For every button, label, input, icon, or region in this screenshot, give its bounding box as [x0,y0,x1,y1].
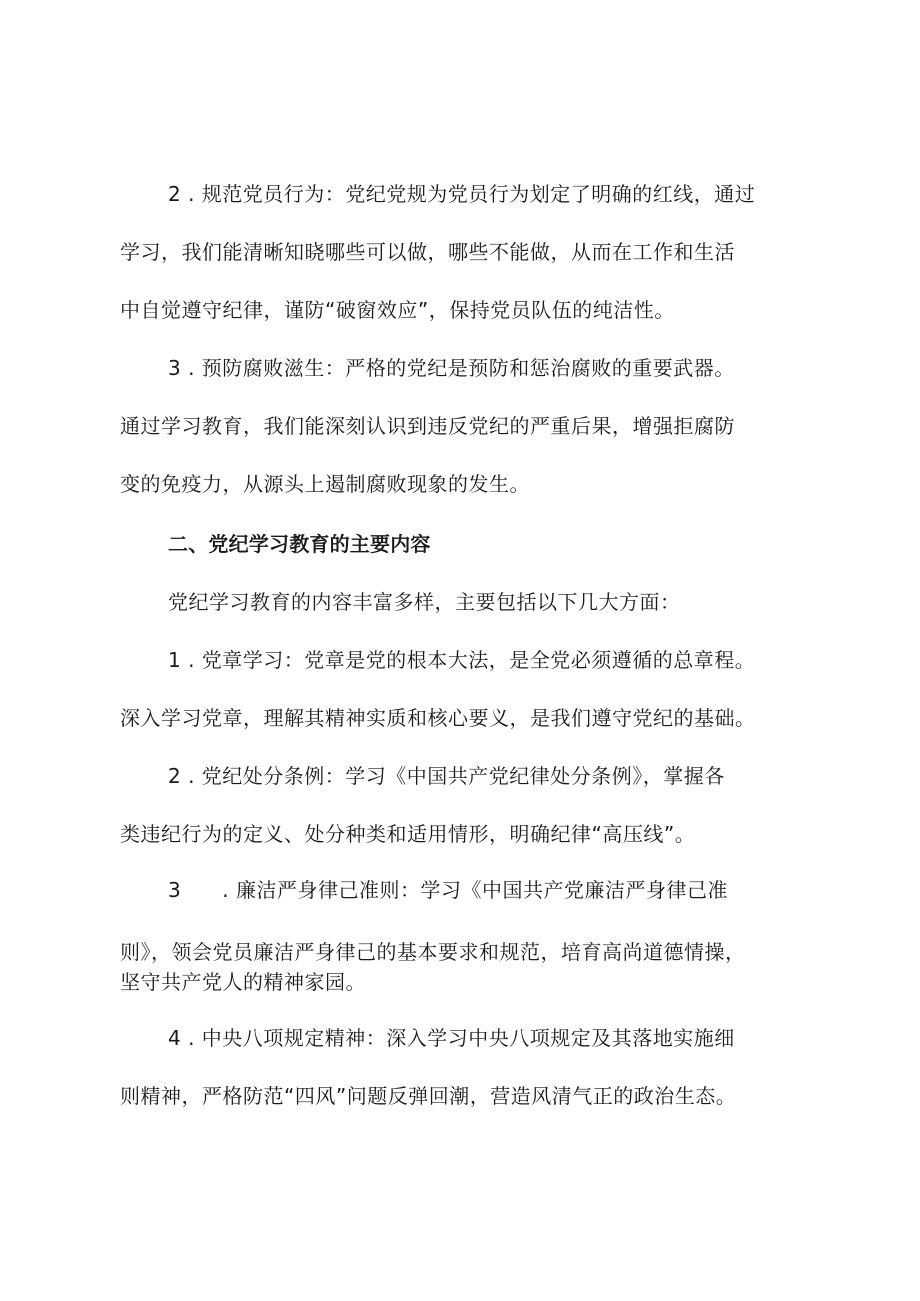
text-line-2: 学习，我们能清晰知晓哪些可以做，哪些不能做，从而在工作和生活 [120,240,735,264]
text-line-4: 3 . 预防腐败滋生：严格的党纪是预防和惩治腐败的重要武器。 [168,356,735,380]
text-line-9: 1 . 党章学习：党章是党的根本大法，是全党必须遵循的总章程。 [168,648,756,672]
text-line-10: 深入学习党章，理解其精神实质和核心要义，是我们遵守党纪的基础。 [120,706,756,730]
section-heading: 二、党纪学习教育的主要内容 [168,532,431,556]
text-line-5: 通过学习教育，我们能深刻认识到违反党纪的严重后果，增强拒腐防 [120,414,735,438]
text-line-6: 变的免疫力，从源头上遏制腐败现象的发生。 [120,472,530,496]
text-line-14: 则》，领会党员廉洁严身律己的基本要求和规范，培育高尚道德情操， [120,940,746,964]
text-line-13: 3 . 廉洁严身律己准则：学习《中国共产党廉洁严身律己准 [168,878,728,902]
text-line-11: 2 . 党纪处分条例：学习《中国共产党纪律处分条例》，掌握各 [168,764,725,788]
text-line-16: 4 . 中央八项规定精神：深入学习中央八项规定及其落地实施细 [168,1026,735,1050]
text-line-17: 则精神，严格防范“四风”问题反弹回潮，营造风清气正的政治生态。 [120,1084,737,1108]
text-line-1: 2 . 规范党员行为：党纪党规为党员行为划定了明确的红线，通过 [168,182,756,206]
text-line-15: 坚守共产党人的精神家园。 [120,970,366,994]
text-line-3: 中自觉遵守纪律，谨防“破窗效应”，保持党员队伍的纯洁性。 [120,298,675,322]
text-line-8: 党纪学习教育的内容丰富多样，主要包括以下几大方面： [168,590,681,614]
text-line-12: 类违纪行为的定义、处分种类和适用情形，明确纪律“高压线”。 [120,822,696,846]
